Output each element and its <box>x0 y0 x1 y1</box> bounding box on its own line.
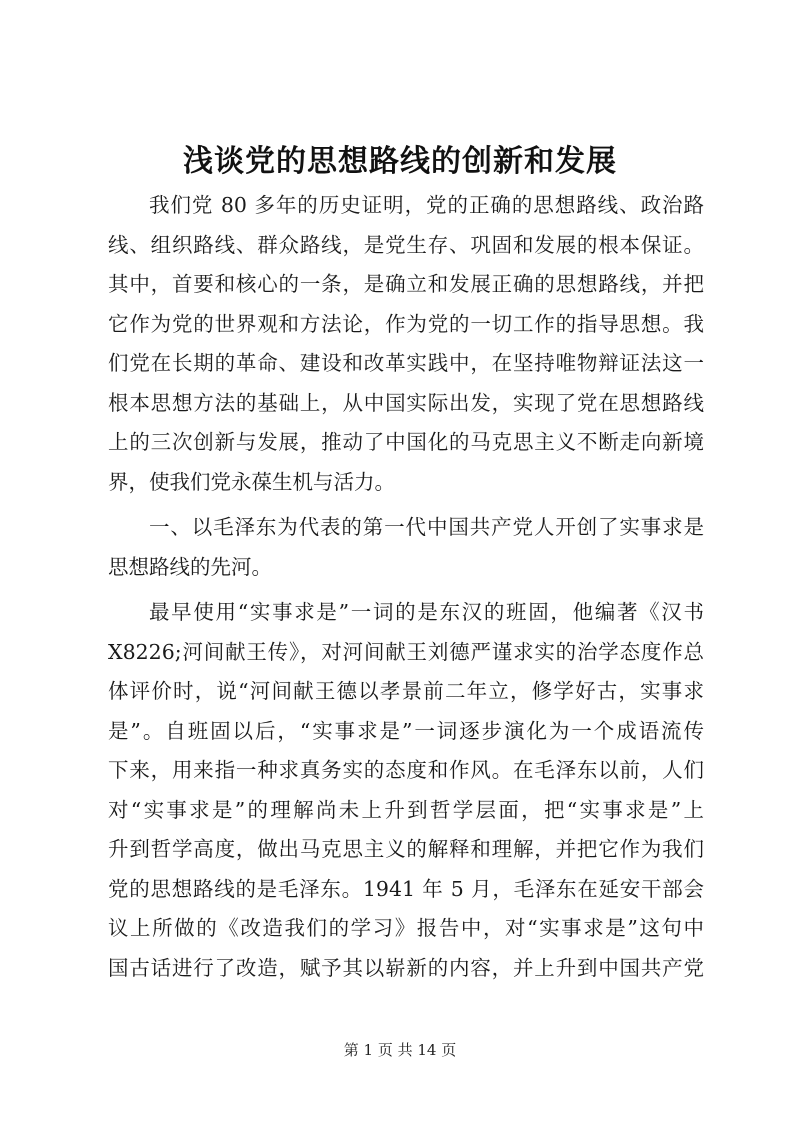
paragraph-line: 最早使用“实事求是”一词的是东汉的班固，他编著《汉书 <box>149 600 704 624</box>
document-title: 浅谈党的思想路线的创新和发展 <box>183 144 617 179</box>
paragraph-line: 根本思想方法的基础上，从中国实际出发，实现了党在思想路线 <box>108 390 704 415</box>
paragraph-intro <box>108 186 704 502</box>
paragraph-line: 界，使我们党永葆生机与活力。 <box>108 469 395 494</box>
paragraph-history <box>108 593 704 988</box>
paragraph-line: 下来，用来指一种求真务实的态度和作风。在毛泽东以前，人们 <box>108 758 704 782</box>
paragraph-line: 体评价时，说“河间献王德以孝景前二年立，修学好古，实事求 <box>108 679 704 703</box>
paragraph-line: 国古话进行了改造，赋予其以崭新的内容，并上升到中国共产党 <box>108 955 704 980</box>
paragraph-line: 我们党 80 多年的历史证明，党的正确的思想路线、政治路 <box>149 193 704 217</box>
document-body <box>108 186 704 988</box>
paragraph-line: 们党在长期的革命、建设和改革实践中，在坚持唯物辩证法这一 <box>108 351 704 375</box>
paragraph-line: 线、组织路线、群众路线，是党生存、巩固和发展的根本保证。 <box>108 232 704 257</box>
paragraph-line: 一、以毛泽东为代表的第一代中国共产党人开创了实事求是 <box>149 515 704 539</box>
paragraph-line: 党的思想路线的是毛泽东。1941 年 5 月，毛泽东在延安干部会 <box>108 876 704 901</box>
paragraph-line: X8226;河间献王传》，对河间献王刘德严谨求实的治学态度作总 <box>108 639 704 664</box>
section-heading-one <box>108 508 704 587</box>
paragraph-line: 是”。自班固以后，“实事求是”一词逐步演化为一个成语流传 <box>108 718 704 743</box>
paragraph-line: 议上所做的《改造我们的学习》报告中，对“实事求是”这句中 <box>108 916 704 940</box>
paragraph-line: 它作为党的世界观和方法论，作为党的一切工作的指导思想。我 <box>108 311 704 336</box>
paragraph-line: 其中，首要和核心的一条，是确立和发展正确的思想路线，并把 <box>108 272 704 296</box>
paragraph-line: 升到哲学高度，做出马克思主义的解释和理解，并把它作为我们 <box>108 837 704 861</box>
paragraph-line: 上的三次创新与发展，推动了中国化的马克思主义不断走向新境 <box>108 430 704 454</box>
page-number: 第 1 页 共 14 页 <box>343 1041 457 1059</box>
paragraph-line: 对“实事求是”的理解尚未上升到哲学层面，把“实事求是”上 <box>108 797 704 822</box>
paragraph-line: 思想路线的先河。 <box>108 554 272 579</box>
